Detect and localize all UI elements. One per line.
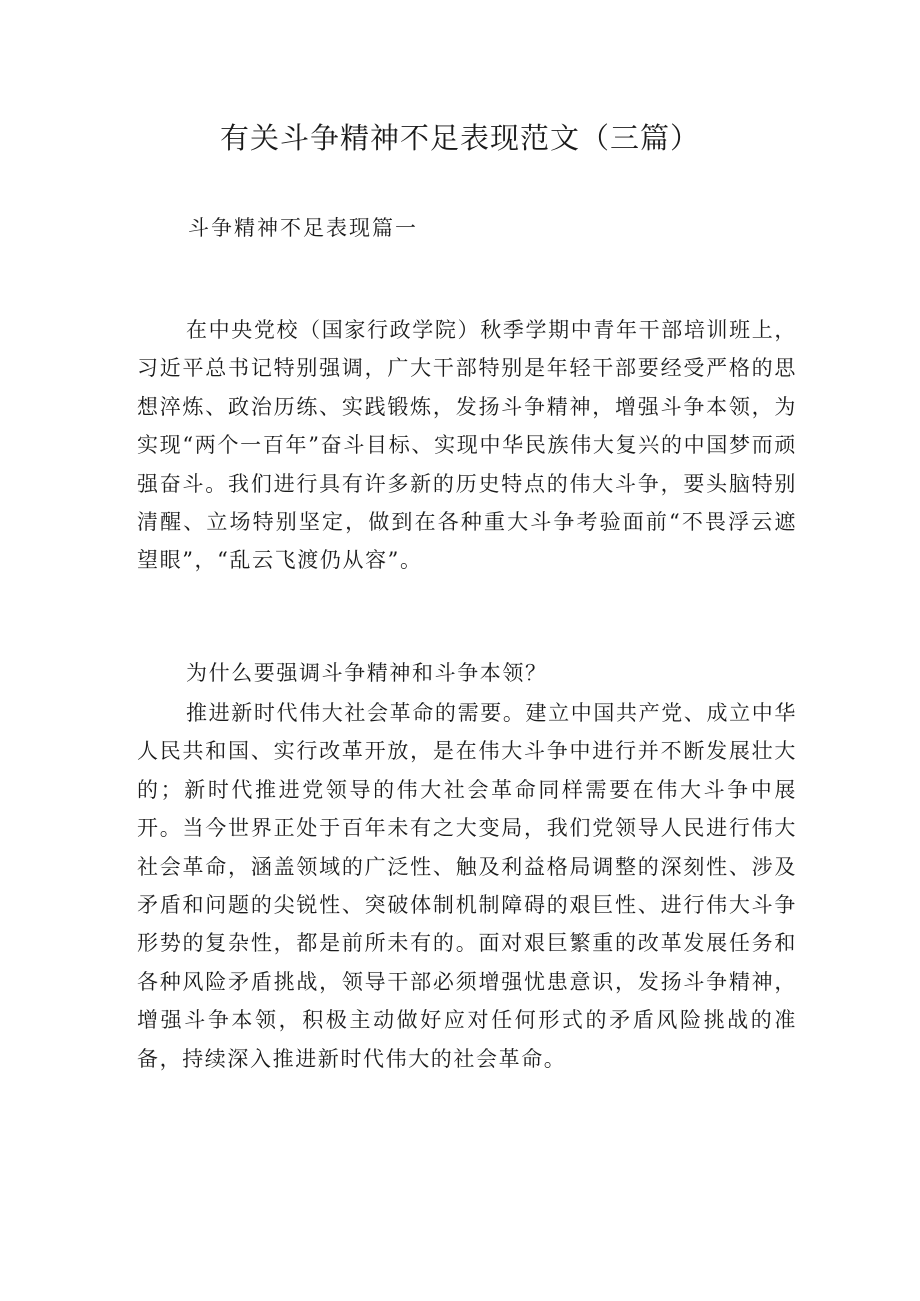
paragraph-2: 为什么要强调斗争精神和斗争本领？ bbox=[186, 661, 548, 685]
paragraph-3: 推进新时代伟大社会革命的需要。建立中国共产党、成立中华人民共和国、实行改革开放，是在伟大斗争中进行并不断发展壮大的；新时代推进党领导的伟大社会革命同样需要在伟大斗争中展开。当今世界正处于百年未有之大变局，我们党领导人民进行伟大社会革命，涵盖领域的广泛性、触及利益格局调整的深刻性、涉及矛盾和问题的尖锐性、突破体制机制障碍的艰巨性、进行伟大斗争形势的复杂性，都是前所未有的。面对艰巨繁重的改革发展任务和各种风险矛盾挑战，领导干部必须增强忧患意识，发扬斗争精神，增强斗争本领，积极主动做好应对任何形式的矛盾风险挑战的准备，持续深入推进新时代伟大的社会革命。 bbox=[137, 701, 797, 1071]
section-heading: 斗争精神不足表现篇一 bbox=[188, 216, 418, 240]
paragraph-2-block bbox=[137, 654, 797, 692]
paragraph-1-block bbox=[137, 311, 797, 580]
document-title: 有关斗争精神不足表现范文（三篇） bbox=[219, 121, 700, 155]
paragraph-3-block bbox=[137, 694, 797, 1078]
paragraph-1: 在中央党校（国家行政学院）秋季学期中青年干部培训班上，习近平总书记特别强调，广大干部特别是年轻干部要经受严格的思想淬炼、政治历练、实践锻炼，发扬斗争精神，增强斗争本领，为实现“两个一百年”奋斗目标、实现中华民族伟大复兴的中国梦而顽强奋斗。我们进行具有许多新的历史特点的伟大斗争，要头脑特别清醒、立场特别坚定，做到在各种重大斗争考验面前“不畏浮云遮望眼”，“乱云飞渡仍从容”。 bbox=[137, 318, 797, 573]
